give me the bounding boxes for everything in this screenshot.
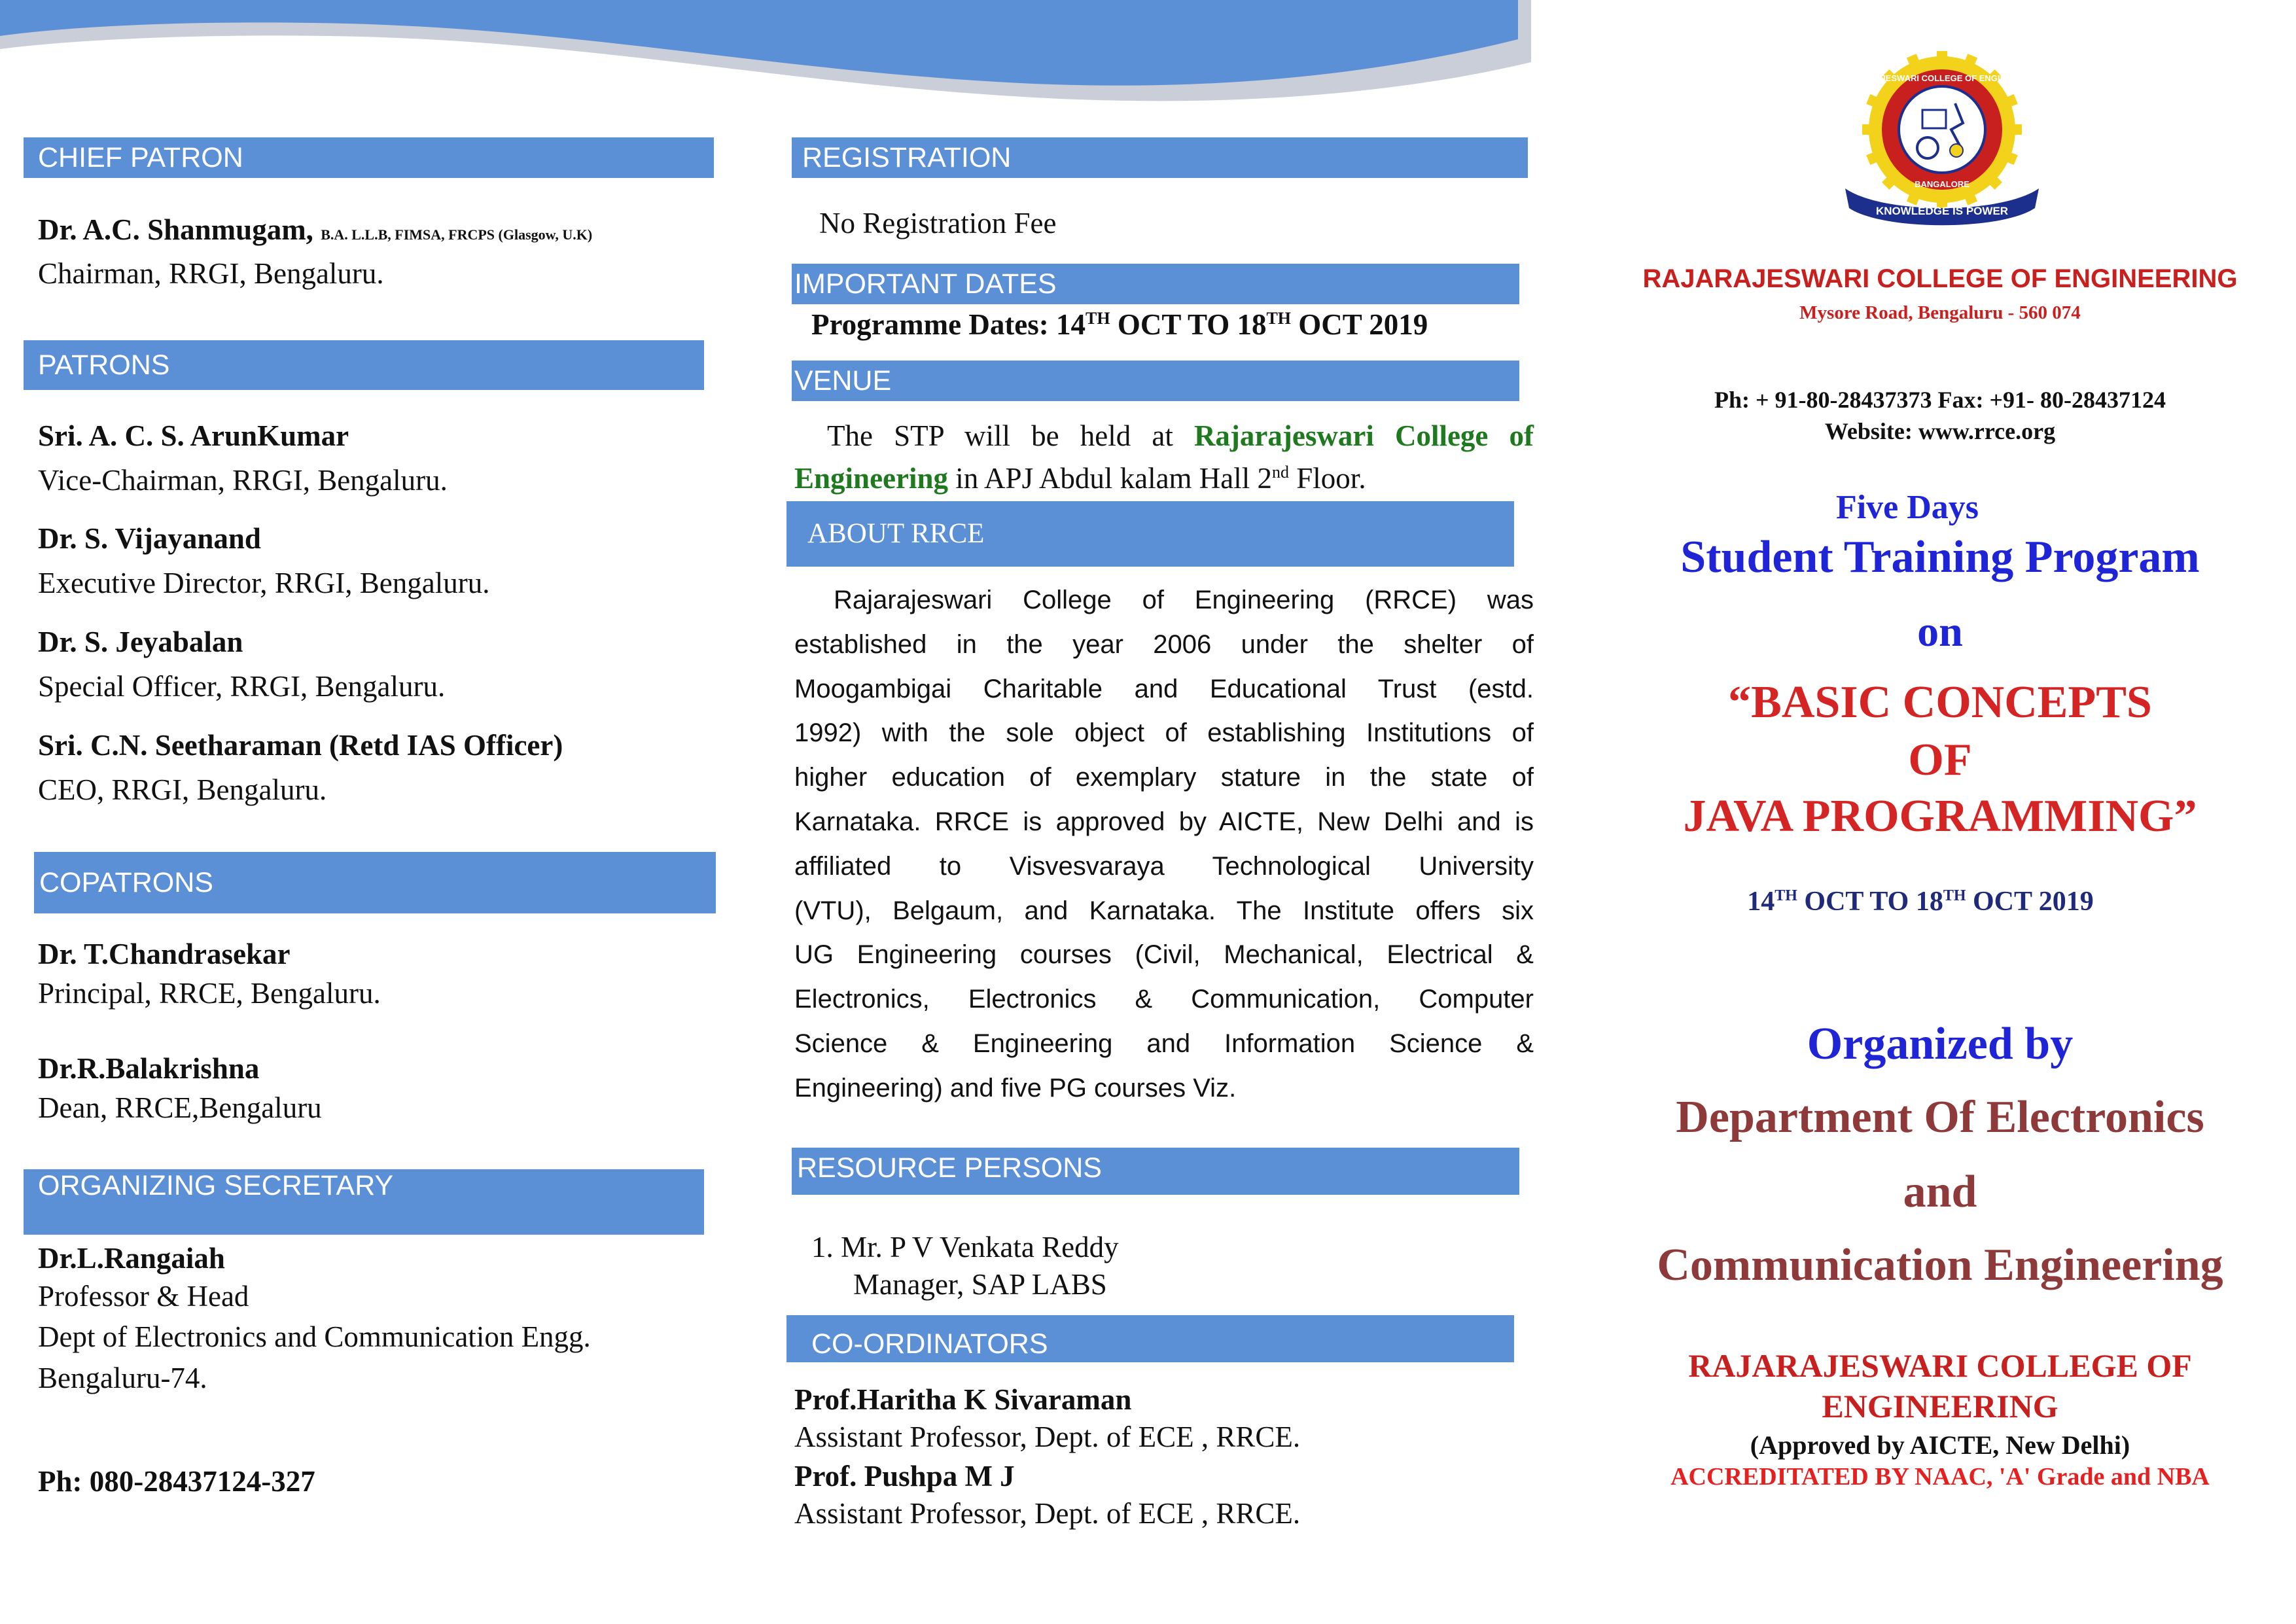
registration-header: REGISTRATION: [792, 137, 1528, 178]
about-rrce-line: 1992) with the sole object of establishing Institutions of: [794, 718, 1534, 748]
venue-line: Engineering in APJ Abdul kalam Hall 2nd Floor.: [794, 462, 1366, 495]
copatrons-header: COPATRONS: [34, 852, 716, 913]
important-dates-header: IMPORTANT DATES: [792, 264, 1519, 304]
organizing-secretary-line: Dept of Electronics and Communication Engg.: [38, 1320, 591, 1353]
registration-text: No Registration Fee: [819, 207, 1057, 239]
patron-role: CEO, RRGI, Bengaluru.: [38, 773, 327, 806]
chief-patron-name: Dr. A.C. Shanmugam, B.A. L.L.B, FIMSA, FRCPS (Glasgow, U.K): [38, 213, 593, 246]
program-dates: 14TH OCT TO 18TH OCT 2019: [1747, 887, 2094, 917]
chief-patron-qualifications: B.A. L.L.B, FIMSA, FRCPS (Glasgow, U.K): [321, 226, 593, 243]
patron-name: Sri. A. C. S. ArunKumar: [38, 419, 349, 452]
header-wave: [0, 0, 1531, 111]
about-rrce-line: affiliated to Visvesvaraya Technological University: [794, 851, 1534, 881]
five-days: Five Days: [1835, 489, 1979, 526]
patron-role: Vice-Chairman, RRGI, Bengaluru.: [38, 464, 448, 497]
college-website: Website: www.rrce.org: [1824, 418, 2056, 444]
program-topic: JAVA PROGRAMMING”: [1683, 791, 2197, 841]
copatron-name: Dr. T.Chandrasekar: [38, 938, 291, 970]
copatron-name: Dr.R.Balakrishna: [38, 1052, 260, 1085]
venue-header: VENUE: [792, 361, 1519, 401]
about-rrce-line: established in the year 2006 under the shelter of: [794, 629, 1534, 659]
college-logo: [1837, 51, 2047, 231]
logo-city: BANGALORE: [1915, 179, 1969, 189]
about-rrce-line: Karnataka. RRCE is approved by AICTE, New Delhi and is: [794, 807, 1534, 836]
about-rrce-header: ABOUT RRCE: [786, 501, 1514, 567]
college-name: RAJARAJESWARI COLLEGE OF ENGINEERING: [1642, 264, 2238, 293]
footer-college-name: RAJARAJESWARI COLLEGE OF: [1688, 1347, 2192, 1384]
patron-role: Special Officer, RRGI, Bengaluru.: [38, 670, 446, 703]
program-topic: OF: [1908, 735, 1972, 785]
logo-ring-text: RAJARAJESWARI COLLEGE OF ENGINEERING: [1845, 73, 2039, 83]
footer-college-name: ENGINEERING: [1822, 1388, 2058, 1424]
coordinator-role: Assistant Professor, Dept. of ECE , RRCE.: [794, 1497, 1301, 1530]
program-title: Student Training Program: [1680, 532, 2200, 582]
approved-by: (Approved by AICTE, New Delhi): [1750, 1430, 2130, 1460]
resource-person-name: 1. Mr. P V Venkata Reddy: [811, 1231, 1119, 1263]
contact-phone: Ph: 080-28437124-327: [38, 1465, 315, 1498]
chief-patron-header: CHIEF PATRON: [24, 137, 714, 178]
organized-by: Organized by: [1807, 1019, 2074, 1069]
patron-name: Dr. S. Jeyabalan: [38, 626, 243, 658]
coordinators-header: CO-ORDINATORS: [786, 1315, 1514, 1362]
patron-name: Sri. C.N. Seetharaman (Retd IAS Officer): [38, 729, 563, 762]
department-name: Department Of Electronics: [1676, 1092, 2204, 1142]
coordinator-name: Prof.Haritha K Sivaraman: [794, 1383, 1132, 1416]
organizing-secretary-name: Dr.L.Rangaiah: [38, 1242, 225, 1275]
accreditation: ACCREDITATED BY NAAC, 'A' Grade and NBA: [1670, 1463, 2210, 1491]
about-rrce-line: higher education of exemplary stature in the state of: [794, 763, 1534, 792]
about-rrce-line: (VTU), Belgaum, and Karnataka. The Institute offers six: [794, 896, 1534, 925]
college-address: Mysore Road, Bengaluru - 560 074: [1799, 302, 2081, 323]
logo-motto: KNOWLEDGE IS POWER: [1875, 205, 2009, 217]
about-rrce-line: Engineering) and five PG courses Viz.: [794, 1073, 1237, 1103]
patron-role: Executive Director, RRGI, Bengaluru.: [38, 567, 490, 599]
about-rrce-line: Electronics, Electronics & Communication, Computer: [794, 985, 1534, 1014]
copatron-role: Principal, RRCE, Bengaluru.: [38, 977, 381, 1010]
about-rrce-line: Moogambigai Charitable and Educational Trust (estd.: [794, 674, 1534, 703]
organizing-secretary-line: Professor & Head: [38, 1280, 249, 1313]
department-name: Communication Engineering: [1657, 1240, 2223, 1290]
resource-person-role: Manager, SAP LABS: [853, 1268, 1107, 1301]
programme-dates: Programme Dates: 14TH OCT TO 18TH OCT 2019: [811, 308, 1428, 341]
program-on: on: [1917, 608, 1963, 656]
about-rrce-line: Science & Engineering and Information Science &: [794, 1029, 1534, 1058]
about-rrce-line: UG Engineering courses (Civil, Mechanical, Electrical &: [794, 940, 1534, 970]
venue-line: The STP will be held at Rajarajeswari College of: [827, 419, 1534, 452]
department-name: and: [1903, 1167, 1977, 1217]
organizing-secretary-line: Bengaluru-74.: [38, 1362, 207, 1394]
patron-name: Dr. S. Vijayanand: [38, 522, 261, 555]
chief-patron-role: Chairman, RRGI, Bengaluru.: [38, 257, 384, 290]
college-phone-fax: Ph: + 91-80-28437373 Fax: +91- 80-28437124: [1714, 387, 2166, 413]
about-rrce-line: Rajarajeswari College of Engineering (RRCE) was: [834, 586, 1534, 614]
patrons-header: PATRONS: [24, 340, 704, 390]
resource-persons-header: RESOURCE PERSONS: [792, 1148, 1519, 1195]
program-topic: “BASIC CONCEPTS: [1728, 677, 2152, 728]
organizing-secretary-header: ORGANIZING SECRETARY: [24, 1169, 704, 1235]
coordinator-name: Prof. Pushpa M J: [794, 1460, 1015, 1492]
copatron-role: Dean, RRCE,Bengaluru: [38, 1091, 322, 1124]
coordinator-role: Assistant Professor, Dept. of ECE , RRCE.: [794, 1421, 1301, 1453]
